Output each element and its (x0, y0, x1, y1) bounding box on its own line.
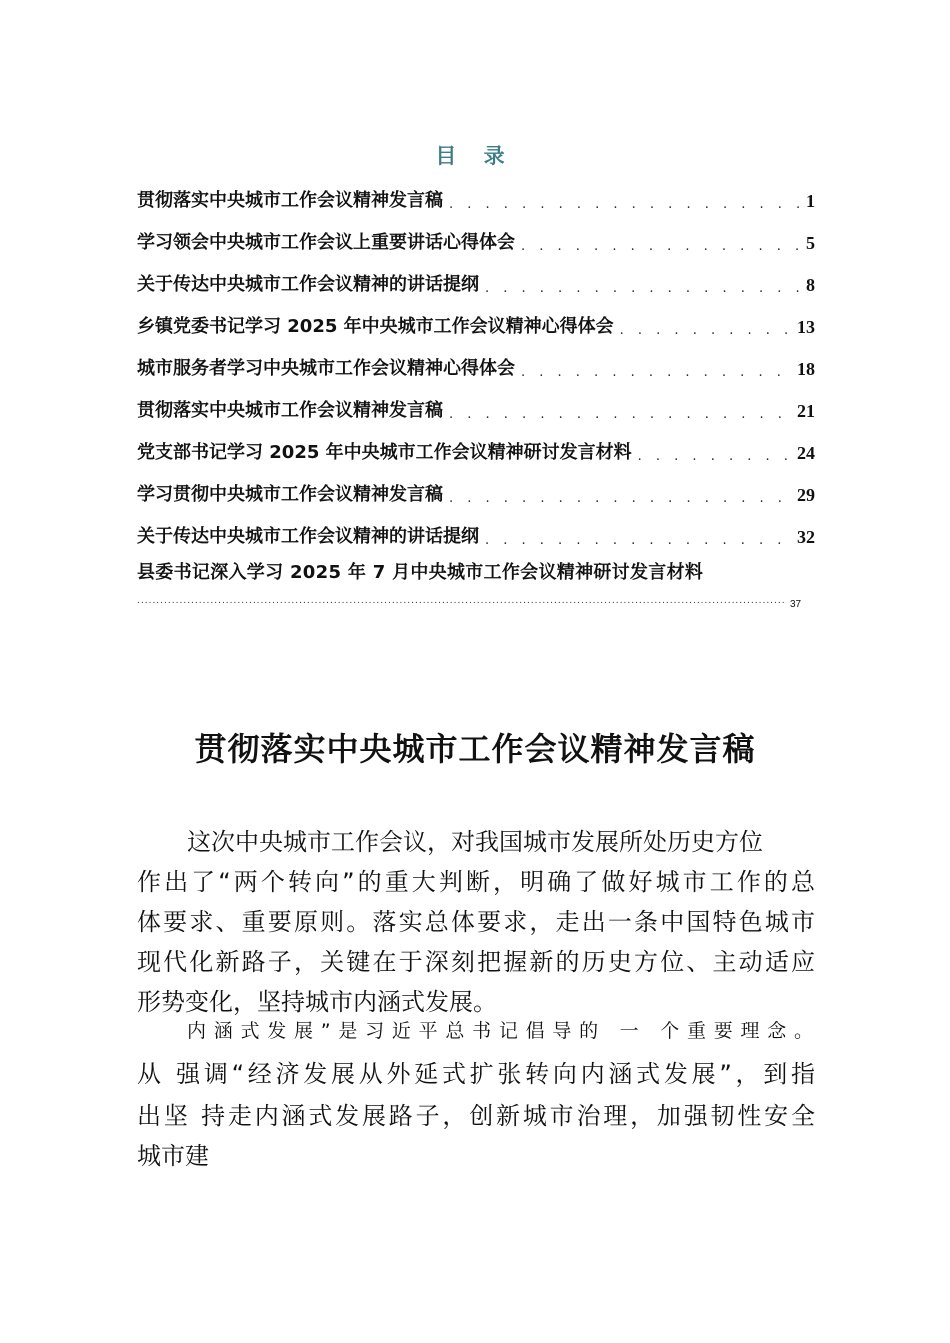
toc-entry[interactable] (137, 516, 815, 548)
paragraph-line: 形势变化，坚持城市内涵式发展。 (137, 988, 497, 1016)
toc-entry-page: 24 (797, 443, 815, 463)
toc-entry-last-title[interactable]: 县委书记深入学习 2025 年 7 月中央城市工作会议精神研讨发言材料 (137, 562, 704, 583)
toc-entry[interactable] (137, 474, 815, 506)
paragraph-line: 从 强调“经济发展从外延式扩张转向内涵式发展”，到指 (137, 1060, 815, 1088)
toc-entry[interactable] (137, 432, 815, 464)
paragraph-line: 这次中央城市工作会议，对我国城市发展所处历史方位 (187, 828, 763, 856)
toc-entry-last-page: 37 (790, 599, 802, 610)
paragraph-line: 现代化新路子，关键在于深刻把握新的历史方位、主动适应 (137, 948, 815, 976)
toc-entry-page: 32 (797, 527, 815, 547)
toc-leader-dots (620, 323, 791, 338)
article-paragraph-1 (137, 822, 817, 1022)
toc-entry-title: 学习贯彻中央城市工作会议精神发言稿 (137, 484, 443, 505)
article-paragraph-2 (137, 1016, 817, 1176)
toc-entry-title: 贯彻落实中央城市工作会议精神发言稿 (137, 400, 443, 421)
toc-entry-title: 城市服务者学习中央城市工作会议精神心得体会 (137, 358, 515, 379)
toc-entry-title: 关于传达中央城市工作会议精神的讲话提纲 (137, 274, 479, 295)
toc-leader-dots (137, 596, 785, 612)
paragraph-line: 作出了“两个转向”的重大判断，明确了做好城市工作的总 (137, 868, 815, 896)
toc-entry-page: 1 (806, 191, 815, 211)
toc-entry-page: 8 (806, 275, 815, 295)
toc-entry[interactable] (137, 306, 815, 338)
toc-leader-dots (449, 197, 800, 212)
toc-entry-page: 21 (797, 401, 815, 421)
toc-leader-dots (449, 491, 791, 506)
toc-entry[interactable] (137, 348, 815, 380)
toc-leader-dots (638, 449, 791, 464)
paragraph-line: 内涵式发展”是习近平总书记倡导的 一 个重要理念。 (187, 1020, 815, 1042)
toc-entry-title: 党支部书记学习 2025 年中央城市工作会议精神研讨发言材料 (137, 442, 632, 463)
toc-leader-dots (485, 533, 791, 548)
toc-entry-title: 乡镇党委书记学习 2025 年中央城市工作会议精神心得体会 (137, 316, 614, 337)
paragraph-line: 体要求、重要原则。落实总体要求，走出一条中国特色城市 (137, 908, 815, 936)
toc-leader-dots (485, 281, 800, 296)
toc-title: 目 录 (435, 144, 515, 168)
paragraph-line: 出坚 持走内涵式发展路子，创新城市治理，加强韧性安全 (137, 1102, 815, 1130)
toc-entry-title: 贯彻落实中央城市工作会议精神发言稿 (137, 190, 443, 211)
toc-entry[interactable] (137, 390, 815, 422)
toc-leader-dots (521, 239, 800, 254)
article-title: 贯彻落实中央城市工作会议精神发言稿 (194, 730, 756, 768)
toc-leader-dots (449, 407, 791, 422)
toc-entry-page: 18 (797, 359, 815, 379)
toc-entry-page: 29 (797, 485, 815, 505)
toc-entry[interactable] (137, 180, 815, 212)
toc-leader-dots (521, 365, 791, 380)
toc-entry[interactable] (137, 264, 815, 296)
toc-entry-title: 学习领会中央城市工作会议上重要讲话心得体会 (137, 232, 515, 253)
toc-entry-title: 关于传达中央城市工作会议精神的讲话提纲 (137, 526, 479, 547)
toc-entry-page: 5 (806, 233, 815, 253)
toc-entry[interactable] (137, 222, 815, 254)
paragraph-line: 城市建 (137, 1142, 209, 1170)
toc-entry-page: 13 (797, 317, 815, 337)
